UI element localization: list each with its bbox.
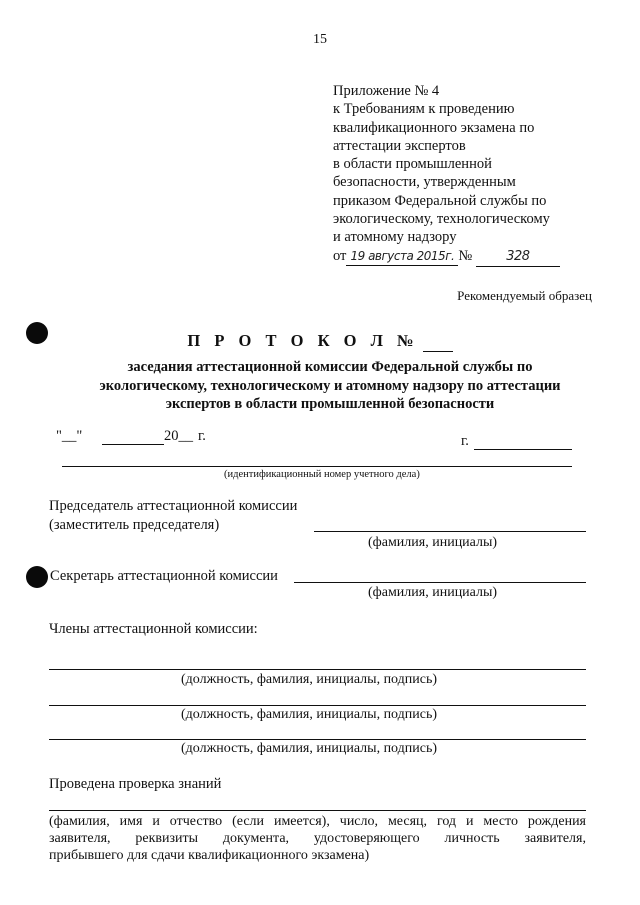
applicant-caption-line: (фамилия, имя и отчество (если имеется), число, месяц, год и место рождения: [49, 814, 586, 829]
punch-hole-middle: [26, 566, 48, 588]
member-caption: (должность, фамилия, инициалы, подпись): [181, 672, 438, 687]
page-number: 15: [313, 32, 327, 47]
protocol-title: [0, 331, 640, 352]
case-number-line[interactable]: [62, 466, 572, 467]
appendix-line: приказом Федеральной службы по: [333, 192, 547, 209]
number-line: [476, 247, 560, 267]
appendix-line: квалификационного экзамена по: [333, 119, 535, 136]
member-caption: (должность, фамилия, инициалы, подпись): [181, 741, 438, 756]
appendix-line: аттестации экспертов: [333, 137, 466, 154]
member-line[interactable]: [49, 739, 586, 740]
members-label: Члены аттестационной комиссии:: [49, 621, 258, 637]
case-number-caption: (идентификационный номер учетного дела): [224, 469, 420, 480]
applicant-caption-line: прибывшего для сдачи квалификационного экзамена): [49, 848, 370, 863]
secretary-name-line[interactable]: [294, 582, 586, 583]
protocol-title-text: П Р О Т О К О Л №: [187, 331, 419, 350]
member-caption: (должность, фамилия, инициалы, подпись): [181, 707, 438, 722]
date-line: [346, 247, 458, 266]
from-label: от: [333, 247, 347, 264]
appendix-line: экологическому, технологическому: [333, 211, 550, 228]
chairman-name-line[interactable]: [314, 531, 586, 532]
subtitle-line: экспертов в области промышленной безопасности: [165, 396, 495, 412]
secretary-caption: (фамилия, инициалы): [368, 585, 498, 600]
appendix-line: к Требованиям к проведению: [333, 101, 515, 118]
date-month-line[interactable]: [102, 444, 164, 445]
appendix-line: безопасности, утвержденным: [333, 174, 516, 191]
applicant-caption-line: заявителя, реквизиты документа, удостоверяющего личность заявителя,: [49, 831, 586, 846]
secretary-label: Секретарь аттестационной комиссии: [50, 568, 278, 584]
protocol-subtitle: [60, 358, 600, 414]
appendix-line: Приложение № 4: [333, 83, 440, 99]
chairman-caption: (фамилия, инициалы): [368, 535, 498, 550]
subtitle-line: экологическому, технологическому и атомному надзору по аттестации: [99, 377, 561, 394]
appendix-block: [333, 82, 633, 267]
handwritten-number: 328: [506, 248, 530, 264]
number-label: №: [458, 247, 473, 264]
handwritten-date: 19 августа 2015г.: [350, 248, 455, 263]
chairman-deputy-label: (заместитель председателя): [49, 517, 220, 533]
appendix-line: в области промышленной: [333, 156, 492, 173]
sample-label: Рекомендуемый образец: [457, 288, 592, 303]
date-year-suffix: г.: [198, 428, 206, 444]
applicant-info-line[interactable]: [49, 810, 586, 811]
protocol-number-blank[interactable]: [423, 331, 453, 352]
city-line[interactable]: [474, 449, 572, 450]
member-line[interactable]: [49, 705, 586, 706]
applicant-caption: [49, 813, 586, 864]
appendix-line: и атомному надзору: [333, 229, 457, 246]
date-year: 20__: [164, 428, 193, 444]
check-label: Проведена проверка знаний: [49, 776, 222, 792]
member-line[interactable]: [49, 669, 586, 670]
city-label: г.: [461, 433, 469, 449]
subtitle-line: заседания аттестационной комиссии Федеральной службы по: [127, 359, 533, 375]
date-day: "__": [56, 428, 83, 444]
chairman-label: Председатель аттестационной комиссии: [49, 498, 298, 514]
order-reference: [333, 247, 633, 267]
